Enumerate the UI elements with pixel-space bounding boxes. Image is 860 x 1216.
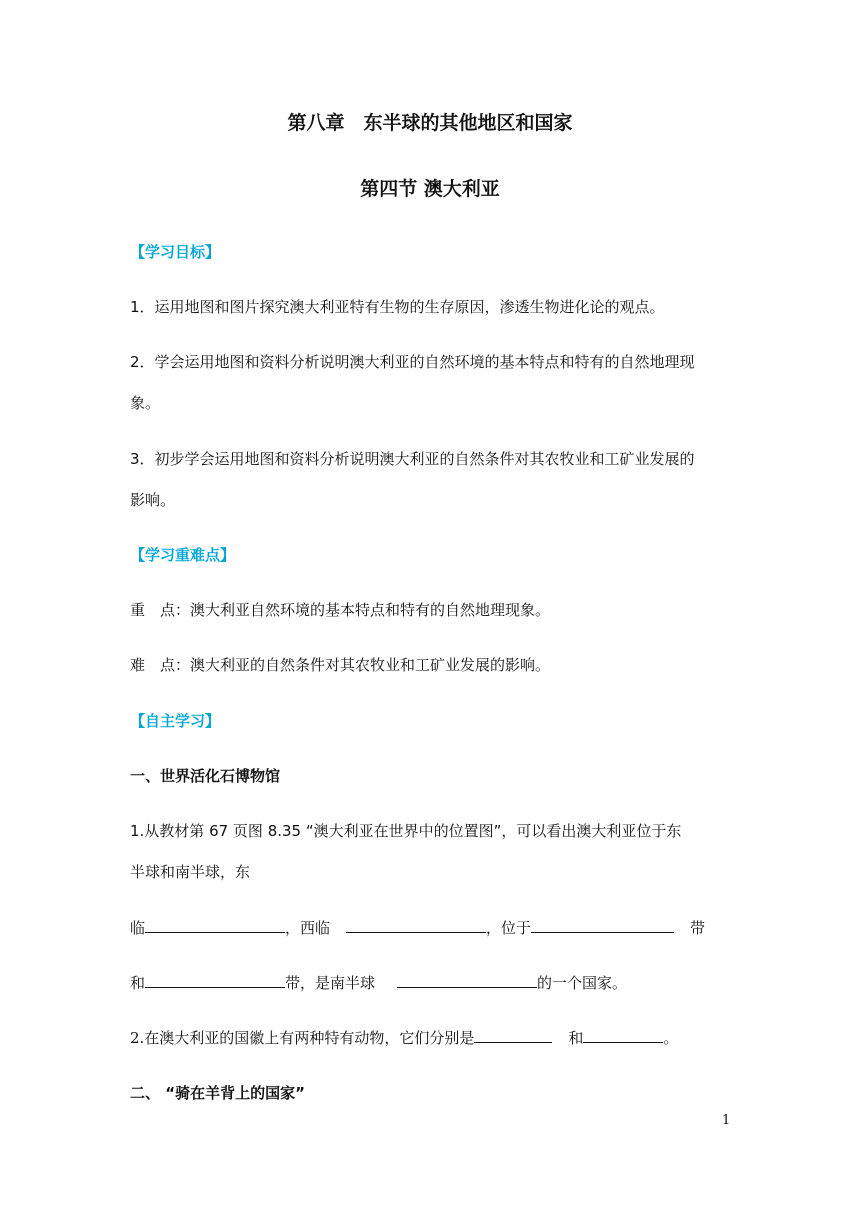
question-1-line-1: 1.从教材第 67 页图 8.35 “澳大利亚在世界中的位置图”，可以看出澳大利亚位于东	[130, 822, 682, 840]
page-number: 1	[722, 1113, 731, 1128]
second-belt-blank[interactable]	[145, 972, 285, 988]
located-label: ，位于	[486, 919, 532, 937]
objectives-heading: 【学习目标】	[130, 243, 221, 261]
question-2-end: 。	[663, 1029, 679, 1047]
country-end-label: 的一个国家。	[537, 974, 628, 992]
east-blank[interactable]	[145, 917, 285, 933]
focus-point: 重 点：澳大利亚自然环境的基本特点和特有的自然地理现象。	[130, 601, 551, 619]
question-1-line-3	[130, 917, 720, 938]
objective-item-2-line-2: 象。	[130, 394, 161, 412]
self-study-heading: 【自主学习】	[130, 712, 221, 730]
objective-item-2-line-1: 2．学会运用地图和资料分析说明澳大利亚的自然环境的基本特点和特有的自然地理现	[130, 353, 695, 371]
question-2	[130, 1027, 678, 1048]
belt-label: 带	[690, 919, 706, 937]
objective-item-3-line-2: 影响。	[130, 491, 176, 509]
east-label: 临	[130, 919, 146, 937]
chapter-title: 第八章 东半球的其他地区和国家	[287, 112, 573, 134]
section-title: 第四节 澳大利亚	[360, 178, 500, 200]
latitude-belt-blank[interactable]	[531, 917, 674, 933]
belt-southern-label: 带，是南半球	[285, 974, 376, 992]
question-2-text: 2.在澳大利亚的国徽上有两种特有动物，它们分别是	[130, 1029, 475, 1047]
key-points-heading: 【学习重难点】	[130, 546, 236, 564]
animal-2-blank[interactable]	[583, 1027, 663, 1043]
difficulty-point: 难 点：澳大利亚的自然条件对其农牧业和工矿业发展的影响。	[130, 656, 551, 674]
west-blank[interactable]	[346, 917, 486, 933]
west-label: ，西临	[285, 919, 331, 937]
area-rank-blank[interactable]	[397, 972, 537, 988]
question-2-and: 和	[568, 1029, 584, 1047]
question-1-line-4	[130, 972, 627, 993]
part-2-title: 二、 “骑在羊背上的国家”	[130, 1084, 305, 1102]
question-1-line-2: 半球和南半球，东	[130, 863, 251, 881]
animal-1-blank[interactable]	[474, 1027, 552, 1043]
and-label: 和	[130, 974, 146, 992]
objective-item-1: 1．运用地图和图片探究澳大利亚特有生物的生存原因，渗透生物进化论的观点。	[130, 298, 665, 316]
objective-item-3-line-1: 3．初步学会运用地图和资料分析说明澳大利亚的自然条件对其农牧业和工矿业发展的	[130, 450, 695, 468]
part-1-title: 一、世界活化石博物馆	[130, 767, 281, 785]
